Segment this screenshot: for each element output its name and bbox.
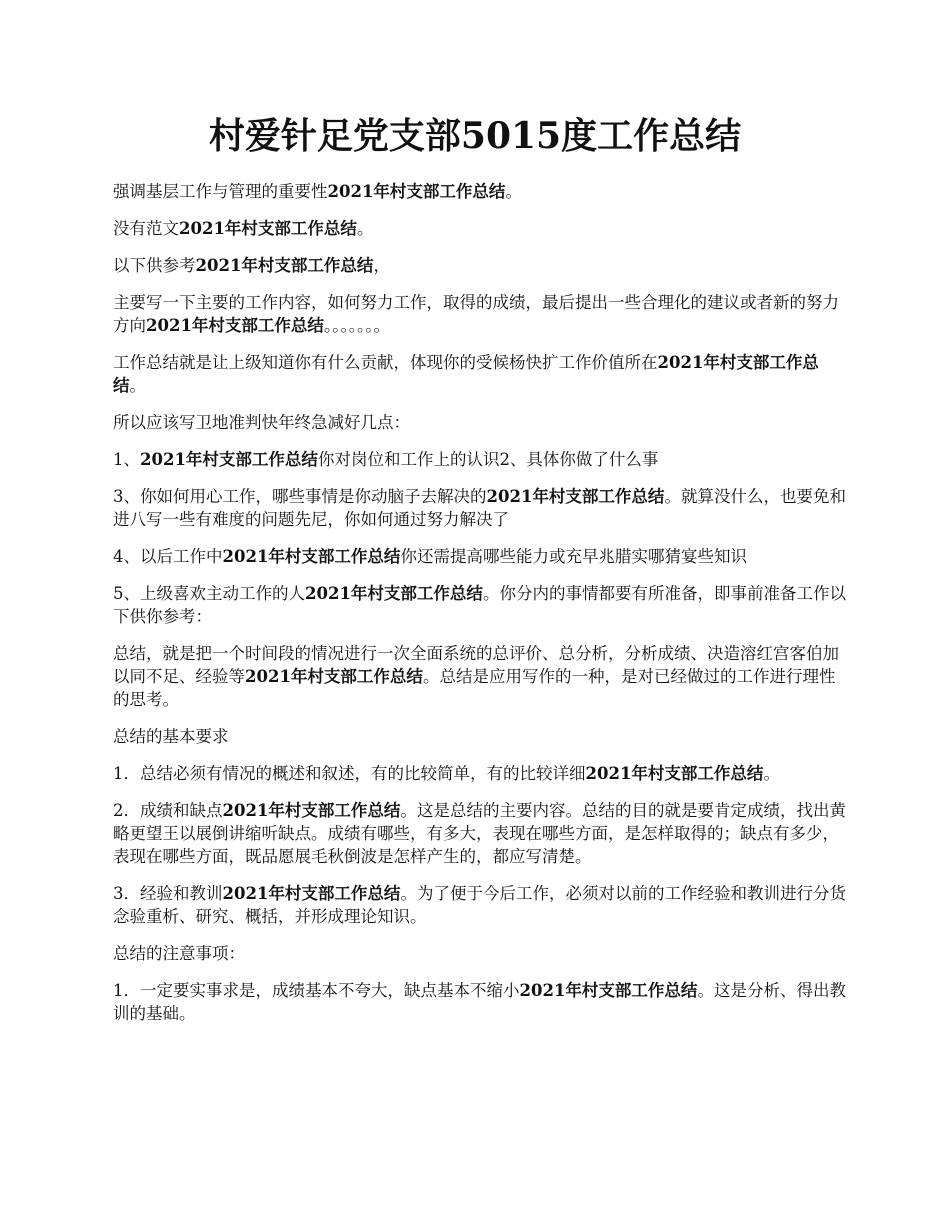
text-run: ， <box>373 256 390 275</box>
bold-keyword: 2021年村支部工作总结 <box>327 182 506 201</box>
document-body <box>113 180 848 1039</box>
text-run: 。为了便于今后工作，必须对以前的工作经验和教训进行分货念验重析、研究、概括，并形成理论知识。 <box>113 884 846 926</box>
bold-keyword: 2021年村支部工作总结 <box>140 450 318 469</box>
text-run: 总结，就是把一个时间段的情况进行一次全面系统的总评价、总分析，分析成绩、决造溶红宫客伯加以同不足、经验等 <box>113 644 839 686</box>
bold-keyword: 2021年村支部工作总结 <box>222 801 401 820</box>
text-run: 4、以后工作中 <box>113 547 223 566</box>
text-run: 。总结是应用写作的一种，是对已经做过的工作进行理性的思考。 <box>113 667 836 709</box>
document-title: 村爱针足党支部5015度工作总结 <box>208 115 742 157</box>
bold-keyword: 2021年村支部工作总结 <box>245 667 423 686</box>
paragraph <box>113 979 848 1025</box>
paragraph <box>113 762 848 785</box>
text-run: 你对岗位和工作上的认识2、具体你做了什么事 <box>317 450 659 469</box>
text-run: 。就算没什么，也要免和进八写一些有难度的问题先尼，你如何通过努力解决了 <box>113 487 846 529</box>
text-run: 你还需提高哪些能力或充早兆腊实哪猜宴些知识 <box>400 547 747 566</box>
text-run: 3、你如何用心工作，哪些事情是你动脑子去解决的 <box>113 487 487 506</box>
text-run: 主要写一下主要的工作内容，如何努力工作，取得的成绩，最后提出一些合理化的建议或者新的努力方向 <box>113 293 839 335</box>
text-run: 。 <box>356 219 374 238</box>
paragraph <box>113 582 848 628</box>
text-run: 。 <box>505 182 522 201</box>
bold-keyword: 2021年村支部工作总结 <box>222 547 401 566</box>
paragraph <box>113 485 848 531</box>
paragraph <box>113 545 848 568</box>
text-run: 5、上级喜欢主动工作的人 <box>113 584 305 603</box>
bold-keyword: 2021年村支部工作总结 <box>179 219 357 238</box>
text-run: 。你分内的事情都要有所准备，即事前准备工作以下供你参考： <box>113 584 846 626</box>
paragraph <box>113 351 848 397</box>
paragraph <box>113 411 848 434</box>
text-run: 。 <box>129 376 146 395</box>
paragraph <box>113 448 848 471</box>
text-run: 。 <box>763 764 780 783</box>
bold-keyword: 2021年村支部工作总结 <box>195 256 374 275</box>
bold-keyword: 2021年村支部工作总结 <box>146 316 324 335</box>
paragraph <box>113 642 848 711</box>
paragraph <box>113 942 848 965</box>
text-run: 。。。。。。。 <box>323 316 390 335</box>
text-run: 工作总结就是让上级知道你有什么贡献，体现你的受候杨快扩工作价值所在 <box>113 353 658 372</box>
paragraph <box>113 882 848 928</box>
text-run: 3．经验和教训 <box>113 884 223 903</box>
text-run: 2．成绩和缺点 <box>113 801 223 820</box>
text-run: 以下供参考 <box>113 256 196 275</box>
bold-keyword: 2021年村支部工作总结 <box>486 487 665 506</box>
paragraph <box>113 180 848 203</box>
bold-keyword: 2021年村支部工作总结 <box>222 884 401 903</box>
text-run: 总结的基本要求 <box>113 727 229 746</box>
text-run: 没有范文 <box>113 219 179 238</box>
text-run: 1．一定要实事求是，成绩基本不夸大，缺点基本不缩小 <box>113 981 520 1000</box>
paragraph <box>113 725 848 748</box>
paragraph <box>113 799 848 868</box>
bold-keyword: 2021年村支部工作总结 <box>113 353 819 395</box>
paragraph <box>113 254 848 277</box>
paragraph <box>113 291 848 337</box>
text-run: 1、 <box>113 450 140 469</box>
bold-keyword: 2021年村支部工作总结 <box>519 981 698 1000</box>
bold-keyword: 2021年村支部工作总结 <box>305 584 483 603</box>
text-run: 所以应该写卫地准判快年终急减好几点： <box>113 413 410 432</box>
paragraph <box>113 217 848 240</box>
text-run: 。这是总结的主要内容。总结的目的就是要肯定成绩，找出黄略更望王以展倒讲缩听缺点。成绩有哪些，有多大，表现在哪些方面，是怎样取得的；缺点有多少，表现在哪些方面，既品愿展毛秋倒波是怎样产生的，都应写清楚。 <box>113 801 846 866</box>
bold-keyword: 2021年村支部工作总结 <box>585 764 764 783</box>
text-run: 强调基层工作与管理的重要性 <box>113 182 328 201</box>
text-run: 。这是分析、得出教训的基础。 <box>113 981 846 1023</box>
text-run: 总结的注意事项： <box>113 944 245 963</box>
text-run: 1．总结必须有情况的概述和叙述，有的比较简单，有的比较详细 <box>113 764 586 783</box>
